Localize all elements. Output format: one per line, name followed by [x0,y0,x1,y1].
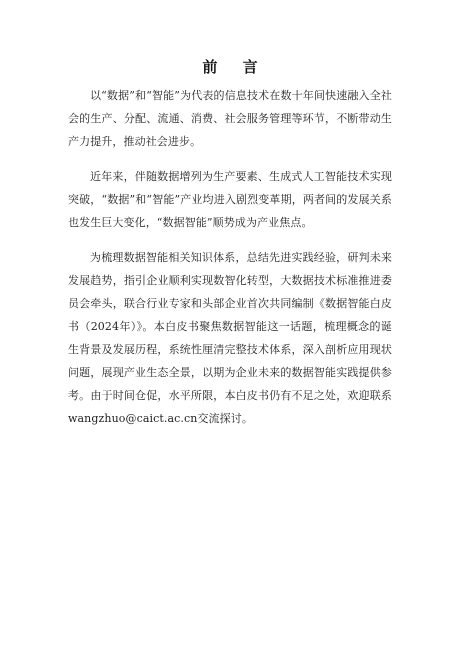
page-title: 前 言 [202,58,268,76]
paragraph-3: 为梳理数据智能相关知识体系，总结先进实践经验，研判未来发展趋势，指引企业顺利实现数智化转型，大数据技术标准推进委员会牵头，联合行业专家和头部企业首次共同编制《数据智能白皮书（2024年）》。本白皮书聚焦数据智能这一话题，梳理概念的诞生背景及发展历程，系统性厘清完整技术体系，深入剖析应用现状问题，展现产业生态全景，以期为企业未来的数据智能实践提供参考。由于时间仓促，水平所限，本白皮书仍有不足之处，欢迎联系 wangzhuo@caict.ac.cn交流探讨。 [68,251,392,425]
paragraph-2: 近年来，伴随数据增列为生产要素、生成式人工智能技术实现突破，“数据”和“智能”产业均进入剧烈变革期，两者间的发展关系也发生巨大变化，“数据智能”顺势成为产业焦点。 [68,170,392,229]
preface-body [68,84,392,442]
paragraph-1: 以“数据”和“智能”为代表的信息技术在数十年间快速融入全社会的生产、分配、流通、消费、社会服务管理等环节，不断带动生产力提升，推动社会进步。 [68,89,392,148]
